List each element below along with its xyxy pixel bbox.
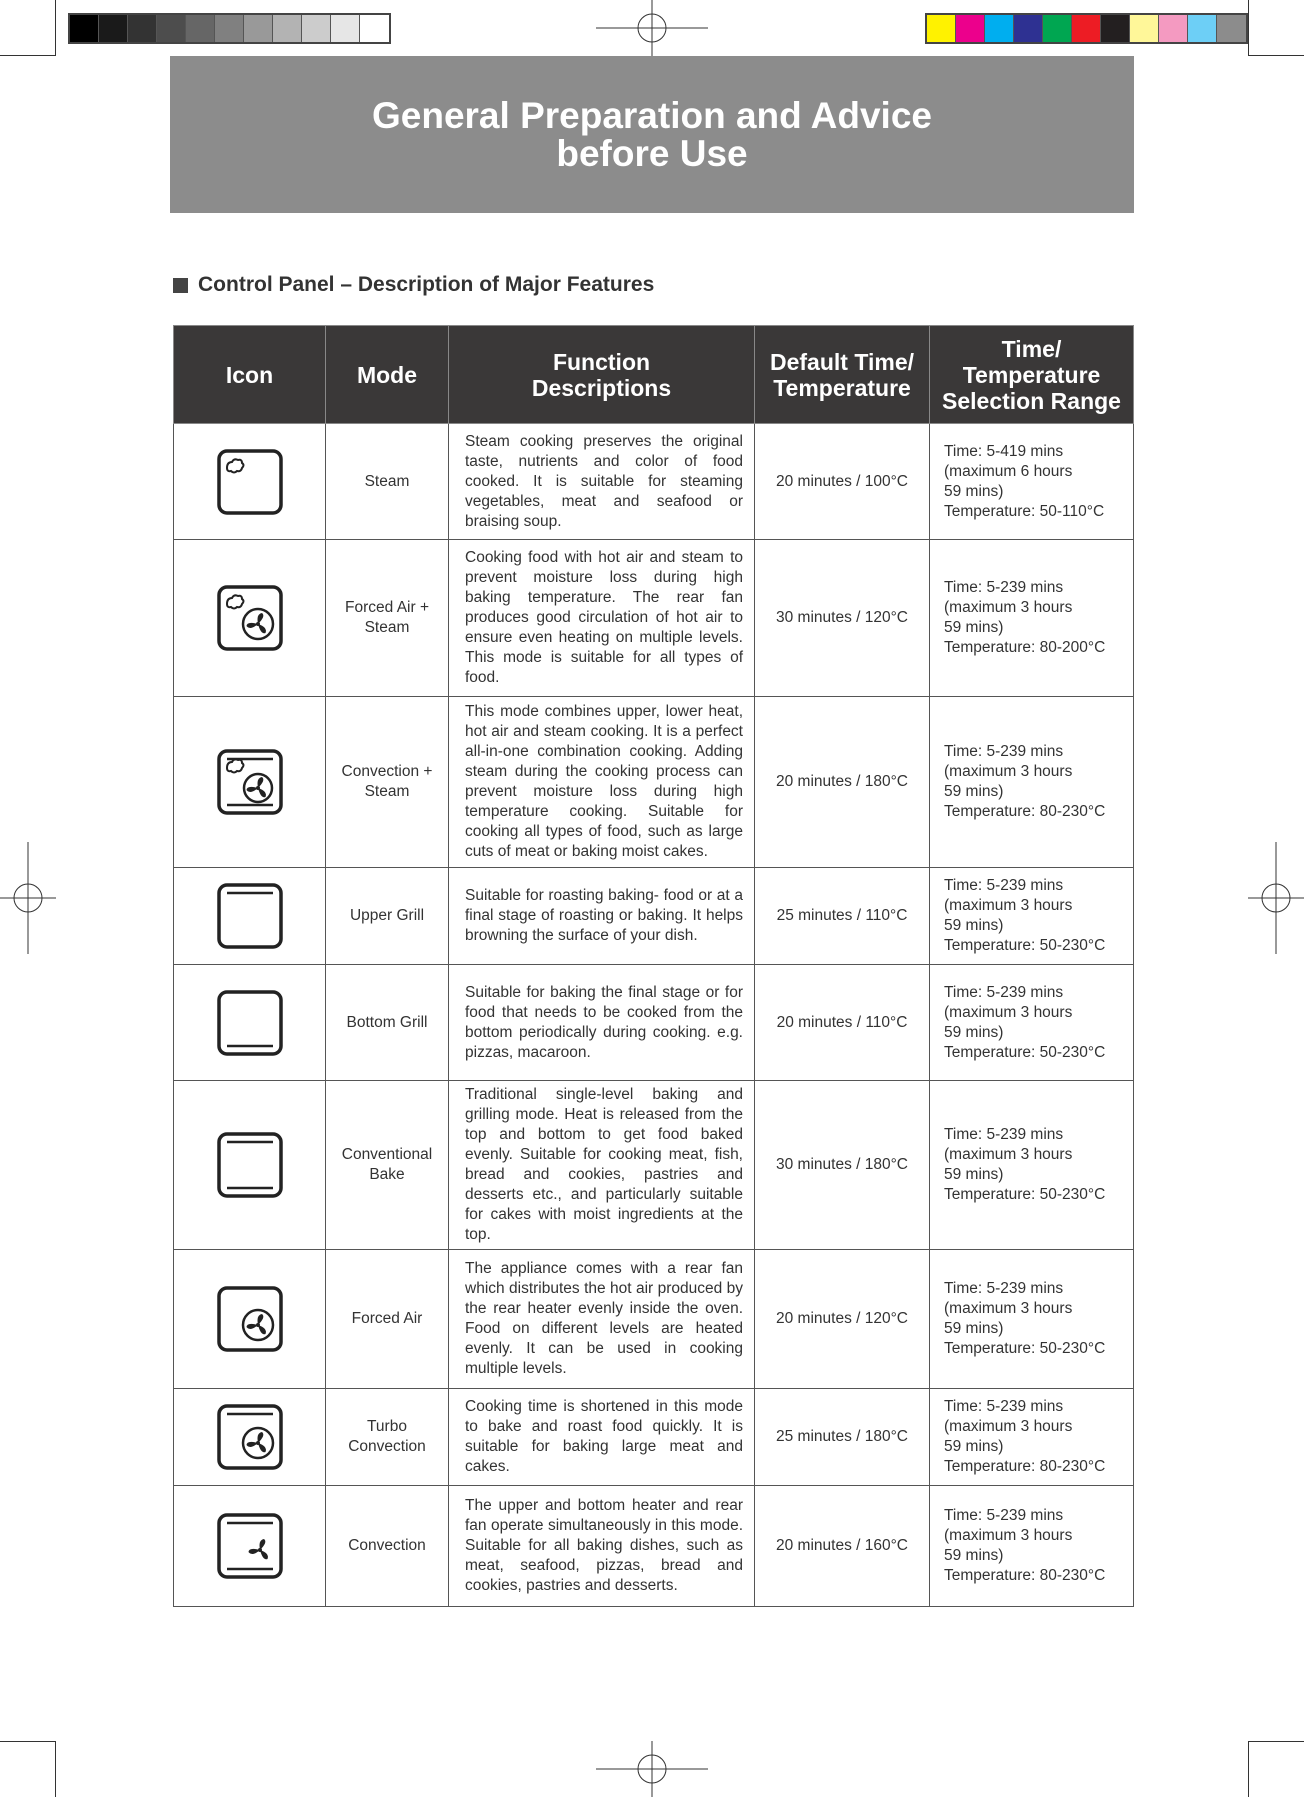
mode-cell xyxy=(326,1389,449,1486)
range-cell xyxy=(930,1486,1134,1607)
range-min: 59 mins) xyxy=(944,1023,1004,1041)
range-cell xyxy=(930,868,1134,965)
icon-cell xyxy=(174,965,326,1081)
header-function xyxy=(449,326,755,424)
color-swatch xyxy=(1072,15,1101,42)
description-cell: The upper and bottom heater and rear fan operate simultaneously in this mode. Suitable for all baking dishes, such as meat, seafood, pizzas, bread and cookies, pastries and desserts. xyxy=(449,1486,755,1607)
default-cell: 20 minutes / 110°C xyxy=(755,965,930,1081)
section-heading xyxy=(173,273,654,297)
header-range xyxy=(930,326,1134,424)
description-cell: Suitable for roasting baking- food or at a final stage of roasting or baking. It helps browning the surface of your dish. xyxy=(449,868,755,965)
mode-label: Convection xyxy=(348,1438,426,1455)
range-max: (maximum 3 hours xyxy=(944,763,1073,780)
range-cell xyxy=(930,697,1134,868)
mode-cell xyxy=(326,540,449,697)
header-range-line: Selection Range xyxy=(942,387,1121,414)
color-swatch xyxy=(215,15,244,42)
forced-air-steam-icon xyxy=(175,584,324,652)
convection-steam-icon xyxy=(175,748,324,816)
registration-mark-bottom xyxy=(596,1741,708,1797)
mode-cell xyxy=(326,1081,449,1250)
forced-air-icon xyxy=(175,1285,324,1353)
range-temp: Temperature: 50-230°C xyxy=(944,1340,1106,1357)
range-min: 59 mins) xyxy=(944,1547,1004,1564)
color-swatch xyxy=(1043,15,1072,42)
description-cell: Cooking time is shortened in this mode to bake and roast food quickly. It is suitable for baking large meat and cakes. xyxy=(449,1389,755,1486)
table-row xyxy=(174,1389,1134,1486)
default-cell: 20 minutes / 180°C xyxy=(755,697,930,868)
range-time: Time: 5-239 mins xyxy=(944,1507,1064,1524)
default-cell: 20 minutes / 100°C xyxy=(755,424,930,540)
mode-label: Steam xyxy=(364,472,410,490)
color-swatch xyxy=(157,15,186,42)
description-cell: The appliance comes with a rear fan which distributes the hot air produced by the rear heater evenly inside the oven. Food on different levels are heated evenly. It can be used in cooking multiple levels. xyxy=(449,1250,755,1389)
range-max: (maximum 3 hours xyxy=(944,1300,1073,1317)
icon-cell xyxy=(174,1081,326,1250)
mode-label: Convection + xyxy=(341,763,433,780)
range-max: (maximum 6 hours xyxy=(944,462,1073,480)
range-temp: Temperature: 50-110°C xyxy=(944,502,1105,520)
default-cell: 25 minutes / 110°C xyxy=(755,868,930,965)
mode-label: Forced Air xyxy=(351,1310,423,1327)
turbo-convection-icon xyxy=(175,1403,324,1471)
mode-label: Forced Air + xyxy=(345,599,429,616)
range-cell xyxy=(930,424,1134,540)
icon-cell xyxy=(174,1250,326,1389)
default-cell: 20 minutes / 160°C xyxy=(755,1486,930,1607)
range-time: Time: 5-239 mins xyxy=(944,579,1064,596)
mode-label: Turbo xyxy=(367,1418,407,1435)
range-temp: Temperature: 80-230°C xyxy=(944,803,1106,820)
color-swatch-strip xyxy=(925,13,1248,44)
table-row xyxy=(174,697,1134,868)
upper-grill-icon xyxy=(175,882,324,950)
range-min: 59 mins) xyxy=(944,917,1004,934)
description-cell: Suitable for baking the final stage or for food that needs to be cooked from the bottom periodically during cooking. e.g. pizzas, macaroon. xyxy=(449,965,755,1081)
range-cell xyxy=(930,1389,1134,1486)
crop-mark xyxy=(1248,0,1249,56)
default-cell: 30 minutes / 120°C xyxy=(755,540,930,697)
color-swatch xyxy=(128,15,157,42)
range-time: Time: 5-239 mins xyxy=(944,1280,1064,1297)
range-min: 59 mins) xyxy=(944,1320,1004,1337)
crop-mark xyxy=(1248,1741,1249,1797)
color-swatch xyxy=(70,15,99,42)
crop-mark xyxy=(1248,1741,1304,1742)
mode-cell xyxy=(326,1486,449,1607)
registration-mark-top xyxy=(596,0,708,56)
table-row xyxy=(174,965,1134,1081)
registration-mark-right xyxy=(1248,842,1304,954)
page-title-banner xyxy=(170,56,1134,213)
icon-cell xyxy=(174,540,326,697)
range-max: (maximum 3 hours xyxy=(944,1527,1073,1544)
color-swatch xyxy=(985,15,1014,42)
table-row xyxy=(174,424,1134,540)
mode-label: Steam xyxy=(364,783,410,800)
page-title-line1: General Preparation and Advice xyxy=(372,94,932,136)
crop-mark xyxy=(0,55,56,56)
conventional-bake-icon xyxy=(175,1131,324,1199)
header-function-line: Descriptions xyxy=(531,374,672,401)
features-table xyxy=(173,325,1134,1607)
range-min: 59 mins) xyxy=(944,619,1004,636)
crop-mark xyxy=(0,1741,56,1742)
range-cell xyxy=(930,965,1134,1081)
range-min: 59 mins) xyxy=(944,1438,1004,1455)
color-swatch xyxy=(244,15,273,42)
section-heading-text: Control Panel – Description of Major Features xyxy=(198,273,655,296)
color-swatch xyxy=(273,15,302,42)
color-swatch xyxy=(1159,15,1188,42)
range-time: Time: 5-239 mins xyxy=(944,1398,1064,1415)
bottom-grill-icon xyxy=(175,989,324,1057)
range-min: 59 mins) xyxy=(944,1166,1004,1183)
range-min: 59 mins) xyxy=(944,783,1004,800)
range-max: (maximum 3 hours xyxy=(944,897,1073,914)
range-time: Time: 5-419 mins xyxy=(944,442,1064,460)
color-swatch xyxy=(1188,15,1217,42)
range-time: Time: 5-239 mins xyxy=(944,877,1064,894)
table-header-row xyxy=(174,326,1134,424)
mode-label: Upper Grill xyxy=(349,907,425,924)
header-icon: Icon xyxy=(174,326,326,424)
registration-mark-left xyxy=(0,842,56,954)
color-swatch xyxy=(927,15,956,42)
table-row xyxy=(174,1250,1134,1389)
range-temp: Temperature: 80-230°C xyxy=(944,1458,1106,1475)
header-default-line: Default Time/ xyxy=(770,348,914,375)
range-temp: Temperature: 50-230°C xyxy=(944,1186,1106,1203)
header-default-line: Temperature xyxy=(773,374,911,401)
description-cell: Traditional single-level baking and grilling mode. Heat is released from the top and bottom to get food baked evenly. Suitable for cooking meat, fish, bread and cookies, pastries and desserts etc., and particularly suitable for cakes with moist ingredients at the top. xyxy=(449,1081,755,1250)
table-row xyxy=(174,540,1134,697)
range-min: 59 mins) xyxy=(944,482,1004,500)
mode-label: Convection xyxy=(348,1537,426,1554)
color-swatch xyxy=(331,15,360,42)
color-swatch xyxy=(302,15,331,42)
mode-cell xyxy=(326,697,449,868)
header-range-line: Time/ xyxy=(1001,335,1062,362)
range-max: (maximum 3 hours xyxy=(944,599,1073,616)
mode-cell xyxy=(326,965,449,1081)
mode-cell xyxy=(326,1250,449,1389)
mode-label: Bottom Grill xyxy=(346,1013,428,1031)
range-time: Time: 5-239 mins xyxy=(944,743,1064,760)
icon-cell xyxy=(174,424,326,540)
description-cell: Steam cooking preserves the original taste, nutrients and color of food cooked. It is suitable for steaming vegetables, meat and seafood or braising soup. xyxy=(449,424,755,540)
mode-cell xyxy=(326,868,449,965)
color-swatch xyxy=(99,15,128,42)
color-swatch xyxy=(1130,15,1159,42)
mode-label: Steam xyxy=(364,619,410,636)
default-cell: 30 minutes / 180°C xyxy=(755,1081,930,1250)
default-cell: 25 minutes / 180°C xyxy=(755,1389,930,1486)
crop-mark xyxy=(55,0,56,56)
crop-mark xyxy=(1248,55,1304,56)
header-default xyxy=(755,326,930,424)
range-max: (maximum 3 hours xyxy=(944,1003,1073,1021)
header-range-line: Temperature xyxy=(962,361,1101,388)
header-mode: Mode xyxy=(326,326,449,424)
range-temp: Temperature: 80-230°C xyxy=(944,1567,1106,1584)
color-swatch xyxy=(1217,15,1246,42)
color-swatch xyxy=(1101,15,1130,42)
page-title-line2: before Use xyxy=(556,132,748,174)
default-cell: 20 minutes / 120°C xyxy=(755,1250,930,1389)
range-time: Time: 5-239 mins xyxy=(944,983,1064,1001)
mode-label: Conventional xyxy=(341,1146,433,1163)
square-bullet-icon xyxy=(173,278,188,293)
range-cell xyxy=(930,1250,1134,1389)
range-temp: Temperature: 80-200°C xyxy=(944,639,1106,656)
mode-cell xyxy=(326,424,449,540)
color-swatch xyxy=(186,15,215,42)
icon-cell xyxy=(174,1389,326,1486)
color-swatch xyxy=(1014,15,1043,42)
color-swatch xyxy=(360,15,389,42)
icon-cell xyxy=(174,868,326,965)
table-row xyxy=(174,868,1134,965)
range-temp: Temperature: 50-230°C xyxy=(944,1043,1106,1061)
table-row xyxy=(174,1486,1134,1607)
description-cell: Cooking food with hot air and steam to prevent moisture loss during high baking temperature. The rear fan produces good circulation of hot air to ensure even heating on multiple levels. This mode is suitable for all types of food. xyxy=(449,540,755,697)
table-row xyxy=(174,1081,1134,1250)
grayscale-swatch-strip xyxy=(68,13,391,44)
header-function-line: Function xyxy=(552,348,651,375)
icon-cell xyxy=(174,1486,326,1607)
range-time: Time: 5-239 mins xyxy=(944,1126,1064,1143)
range-temp: Temperature: 50-230°C xyxy=(944,937,1106,954)
description-cell: This mode combines upper, lower heat, hot air and steam cooking. It is a perfect all-in-one combination cooking. Adding steam during the cooking process can prevent moisture loss during high temperature cooking. Suitable for cooking all types of food, such as large cuts of meat or baking moist cakes. xyxy=(449,697,755,868)
range-cell xyxy=(930,540,1134,697)
range-max: (maximum 3 hours xyxy=(944,1418,1073,1435)
color-swatch xyxy=(956,15,985,42)
crop-mark xyxy=(55,1741,56,1797)
range-max: (maximum 3 hours xyxy=(944,1146,1073,1163)
icon-cell xyxy=(174,697,326,868)
range-cell xyxy=(930,1081,1134,1250)
convection-icon xyxy=(175,1512,324,1580)
steam-icon xyxy=(175,448,324,516)
mode-label: Bake xyxy=(369,1166,405,1183)
